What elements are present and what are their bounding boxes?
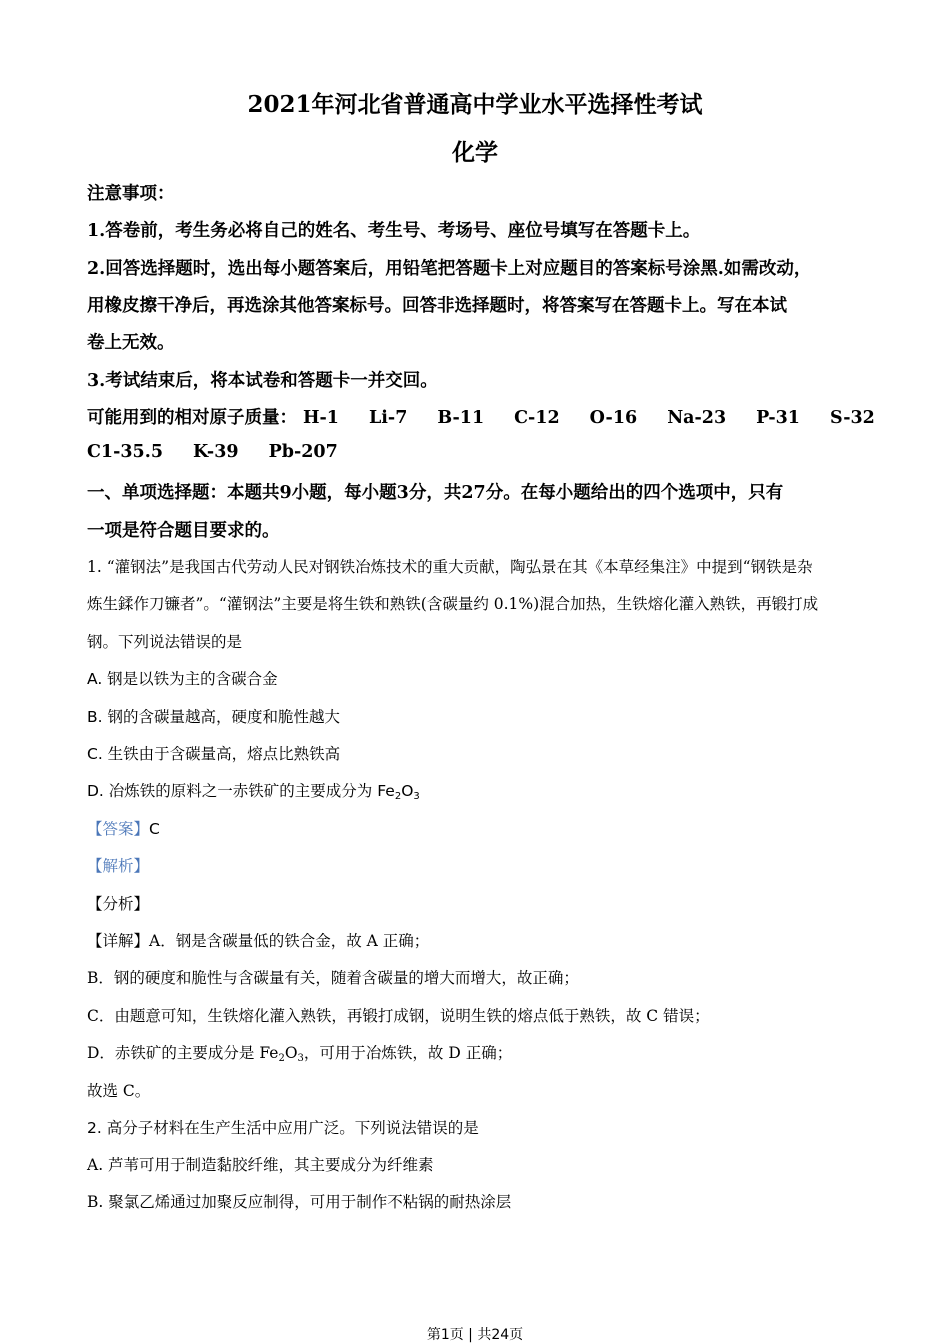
conclusion: 故选 C。	[87, 1082, 151, 1100]
detail-a-text: A．钢是含碳量低的铁合金，故 A 正确；	[149, 932, 430, 950]
q1-option-d	[87, 779, 420, 801]
q1-stem-line-3: 钢。下列说法错误的是	[87, 633, 243, 651]
formula-element: O	[401, 782, 414, 800]
formula-element: O	[284, 1044, 298, 1062]
atomic-mass: B-11	[437, 408, 485, 428]
detail-d-text: D．赤铁矿的主要成分是 Fe	[87, 1044, 279, 1062]
answer-value: C	[149, 820, 160, 838]
analysis-label: 【解析】	[87, 857, 150, 875]
q2-stem: 2. 高分子材料在生产生活中应用广泛。下列说法错误的是	[87, 1119, 479, 1137]
notice-item-2-line-2: 用橡皮擦干净后，再选涂其他答案标号。回答非选择题时，将答案写在答题卡上。写在本试	[87, 296, 787, 316]
page-footer: 第1页 | 共24页	[426, 1327, 524, 1343]
detail-d-suffix: ，可用于冶炼铁，故 D 正确；	[303, 1044, 513, 1062]
atomic-mass: C1-35.5	[87, 442, 163, 462]
atomic-mass: C-12	[514, 408, 560, 428]
atomic-mass: Li-7	[368, 408, 408, 428]
page-title: 2021年河北省普通高中学业水平选择性考试	[247, 91, 703, 118]
atomic-masses-label: 可能用到的相对原子质量：	[87, 408, 297, 428]
subject-title: 化学	[452, 139, 498, 166]
detail-label: 【详解】	[87, 932, 150, 950]
atomic-mass: P-31	[756, 408, 800, 428]
notice-heading: 注意事项：	[87, 184, 175, 204]
atomic-mass: K-39	[193, 442, 239, 462]
q1-stem-line-1: 1. “灌钢法”是我国古代劳动人民对钢铁冶炼技术的重大贡献，陶弘景在其《本草经集注》中提到“钢铁是杂	[87, 558, 813, 576]
notice-item-2-line-3: 卷上无效。	[87, 333, 175, 353]
fenxi-label: 【分析】	[87, 895, 150, 913]
q1-option-a: A. 钢是以铁为主的含碳合金	[87, 670, 278, 688]
detail-a	[87, 929, 429, 951]
formula-subscript: 3	[297, 1053, 304, 1064]
notice-item-3: 3.考试结束后，将本试卷和答题卡一并交回。	[87, 371, 438, 391]
formula-subscript: 2	[278, 1053, 285, 1064]
atomic-mass: S-32	[829, 408, 875, 428]
atomic-masses-row-2	[87, 442, 368, 462]
q2-option-b: B. 聚氯乙烯通过加聚反应制得，可用于制作不粘锅的耐热涂层	[87, 1193, 512, 1211]
atomic-masses-row-1	[87, 404, 875, 429]
q1-option-b: B. 钢的含碳量越高，硬度和脆性越大	[87, 708, 340, 726]
notice-item-1: 1.答卷前，考生务必将自己的姓名、考生号、考场号、座位号填写在答题卡上。	[87, 221, 701, 241]
detail-c: C．由题意可知，生铁熔化灌入熟铁，再锻打成钢，说明生铁的熔点低于熟铁，故 C 错误；	[87, 1007, 710, 1025]
section-1-heading-line-1: 一、单项选择题：本题共9小题，每小题3分，共27分。在每小题给出的四个选项中，只有	[87, 483, 784, 503]
q1-option-d-text: D. 冶炼铁的原料之一赤铁矿的主要成分为 Fe	[87, 782, 395, 800]
atomic-mass: O-16	[589, 408, 638, 428]
q1-answer	[87, 817, 160, 839]
q2-option-a: A. 芦苇可用于制造黏胶纤维，其主要成分为纤维素	[87, 1156, 434, 1174]
notice-item-2-line-1: 2.回答选择题时，选出每小题答案后，用铅笔把答题卡上对应题目的答案标号涂黑.如需改动，	[87, 259, 812, 279]
detail-b: B．钢的硬度和脆性与含碳量有关，随着含碳量的增大而增大，故正确；	[87, 969, 579, 987]
section-1-heading-line-2: 一项是符合题目要求的。	[87, 521, 280, 541]
atomic-mass: H-1	[303, 408, 339, 428]
formula-subscript: 3	[413, 791, 420, 802]
q1-option-c: C. 生铁由于含碳量高，熔点比熟铁高	[87, 745, 341, 763]
atomic-mass: Na-23	[667, 408, 727, 428]
answer-label: 【答案】	[87, 820, 150, 838]
q1-stem-line-2: 炼生鍒作刀镰者”。“灌钢法”主要是将生铁和熟铁(含碳量约 0.1%)混合加热，生铁熔化灌入熟铁，再锻打成	[87, 595, 819, 613]
atomic-mass: Pb-207	[268, 442, 338, 462]
formula-subscript: 2	[394, 791, 402, 802]
detail-d	[87, 1041, 512, 1063]
